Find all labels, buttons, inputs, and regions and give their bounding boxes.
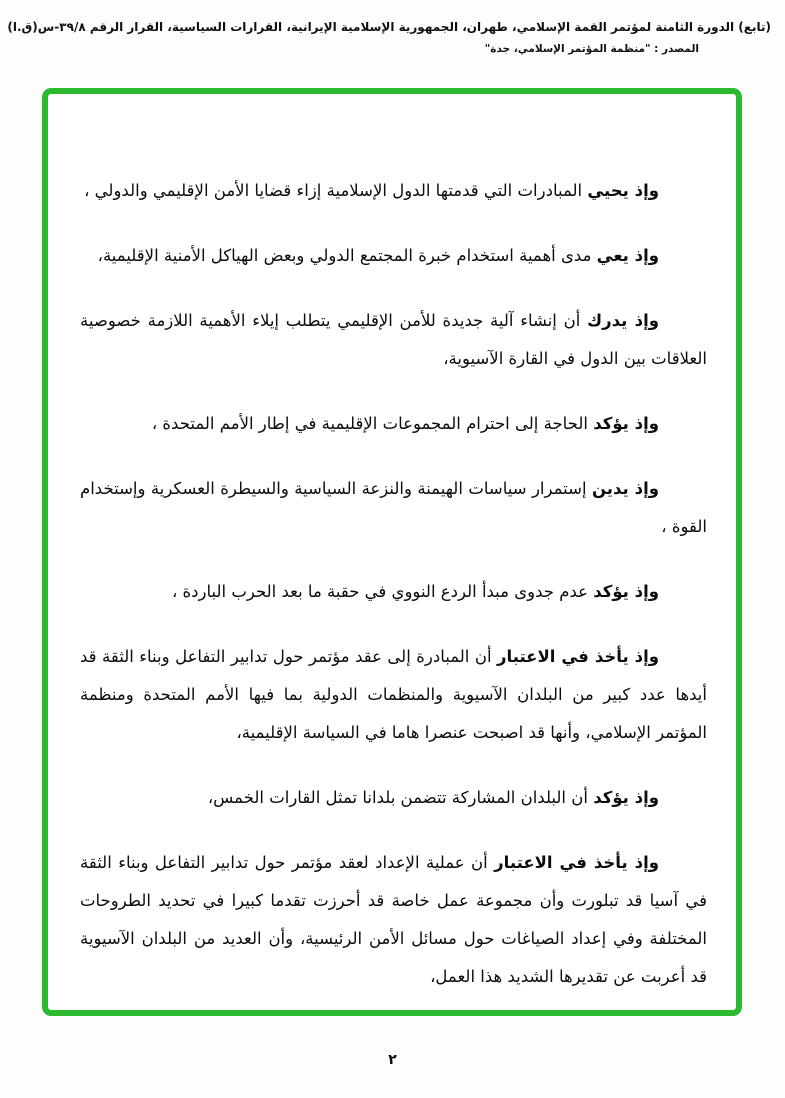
resolution-clause: وإذ يعي مدى أهمية استخدام خبرة المجتمع الدولي وبعض الهياكل الأمنية الإقليمية، — [97, 246, 659, 265]
resolution-clause: وإذ يؤكد عدم جدوى مبدأ الردع النووي في حقبة ما بعد الحرب الباردة ، — [171, 582, 659, 601]
clause-lead-phrase: وإذ يعي — [596, 246, 659, 265]
resolution-clause: وإذ يدين إستمرار سياسات الهيمنة والنزعة السياسية والسيطرة العسكرية وإستخدام القوة ، — [80, 479, 707, 536]
resolution-clause: وإذ يأخذ في الاعتبار أن عملية الإعداد لعقد مؤتمر حول تدابير التفاعل وبناء الثقة في آسيا قد تبلورت وأن مجموعة عمل خاصة قد أحرزت تقدما كبيرا في تحديد الطروحات المختلفة وفي إعداد الصياغات حول مسائل الأمن الرئيسية، وأن العديد من البلدان الآسيوية قد أعربت عن تقديرها الشديد هذا العمل، — [80, 853, 707, 986]
resolution-clause: وإذ يدرك أن إنشاء آلية جديدة للأمن الإقليمي يتطلب إيلاء الأهمية اللازمة خصوصية العلاقات بين الدول في القارة الآسيوية، — [80, 311, 707, 368]
resolution-clause: وإذ يؤكد أن البلدان المشاركة تتضمن بلدانا تمثل القارات الخمس، — [207, 788, 659, 807]
paragraph-list — [80, 172, 707, 1023]
document-source: المصدر : "منظمة المؤتمر الإسلامي، جدة" — [484, 43, 699, 55]
resolution-clause: وإذ يؤكد الحاجة إلى احترام المجموعات الإقليمية في إطار الأمم المتحدة ، — [151, 414, 659, 433]
clause-lead-phrase: وإذ يدرك — [587, 311, 659, 330]
clause-lead-phrase: وإذ يؤكد — [593, 582, 659, 601]
page-header — [7, 20, 771, 55]
clause-lead-phrase: وإذ يأخذ في الاعتبار — [494, 853, 659, 872]
clause-lead-phrase: وإذ يأخذ في الاعتبار — [497, 647, 659, 666]
page-number: ٢ — [388, 1052, 397, 1068]
document-title: (تابع) الدورة الثامنة لمؤتمر القمة الإسلامي، طهران، الجمهورية الإسلامية الإيرانية، القرارات السياسية، القرار الرقم ٣٩/٨-س(ق.ا) — [7, 20, 771, 34]
resolution-clause: وإذ يأخذ في الاعتبار أن المبادرة إلى عقد مؤتمر حول تدابير التفاعل وبناء الثقة قد أيدها عدد كبير من البلدان الآسيوية والمنظمات الدولية بما فيها الأمم المتحدة ومنظمة المؤتمر الإسلامي، وأنها قد اصبحت عنصرا هاما في السياسة الإقليمية، — [80, 647, 707, 742]
clause-lead-phrase: وإذ يدين — [591, 479, 659, 498]
clause-lead-phrase: وإذ يؤكد — [593, 414, 659, 433]
resolution-clause: وإذ يحيي المبادرات التي قدمتها الدول الإسلامية إزاء قضايا الأمن الإقليمي والدولي ، — [84, 181, 659, 200]
clause-lead-phrase: وإذ يؤكد — [593, 788, 659, 807]
clause-lead-phrase: وإذ يحيي — [587, 181, 659, 200]
